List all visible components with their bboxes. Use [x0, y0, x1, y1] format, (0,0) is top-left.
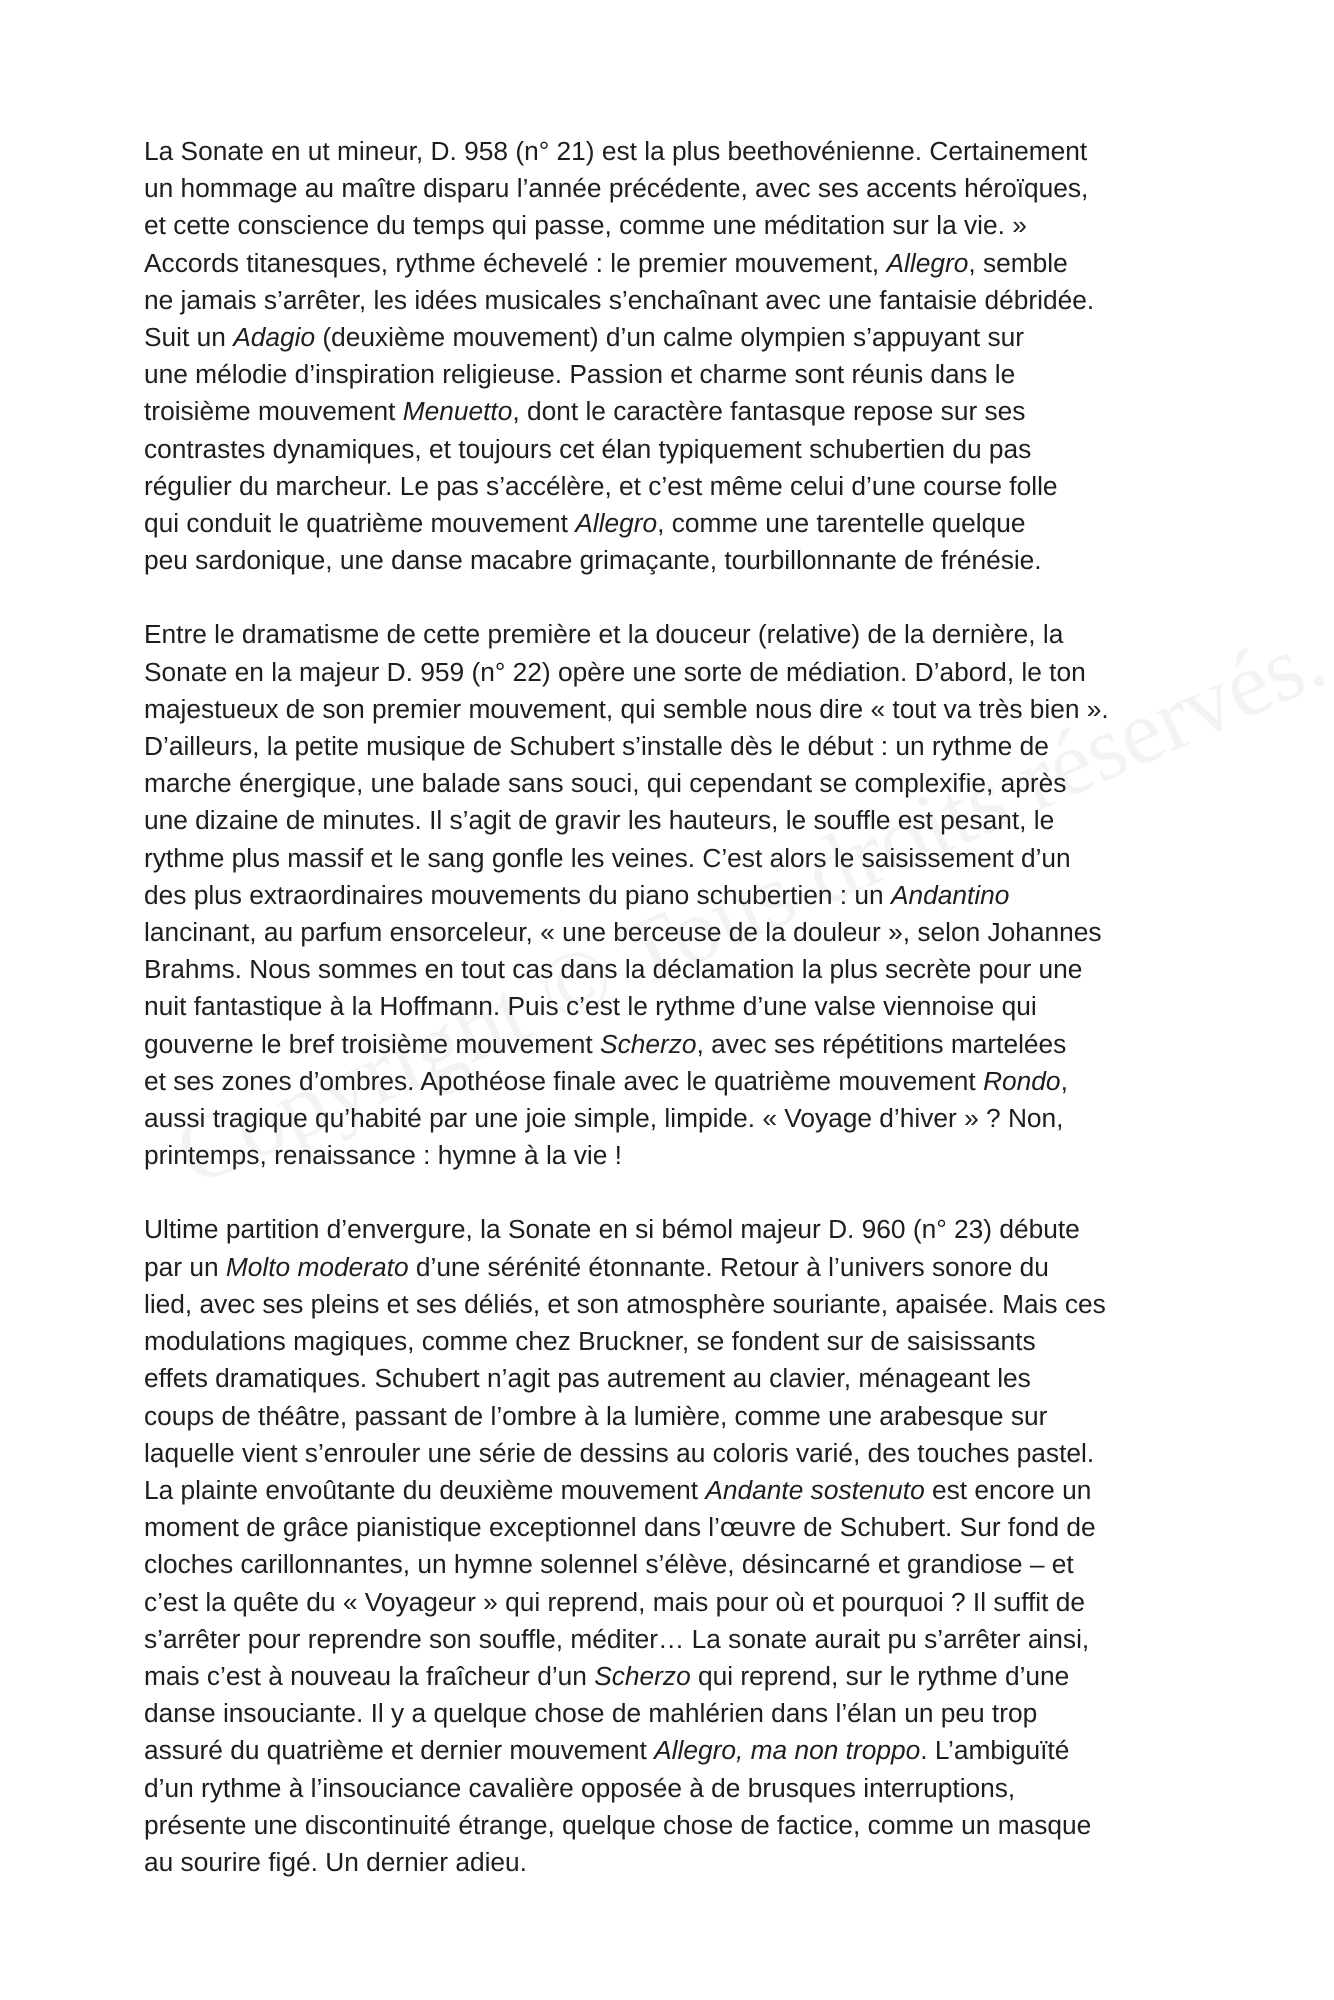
text-run: coups de théâtre, passant de l’ombre à la lumière, comme une arabesque sur [144, 1400, 1048, 1431]
text-run: La plainte envoûtante du deuxième mouvement [144, 1474, 706, 1505]
text-run: , semble [968, 247, 1068, 278]
text-line [144, 356, 1196, 393]
text-run: , [1060, 1065, 1068, 1096]
italic-title: Andante sostenuto [705, 1474, 925, 1505]
text-line [144, 654, 1196, 691]
text-run: Sonate en la majeur D. 959 (n° 22) opère une sorte de médiation. D’abord, le ton [144, 656, 1086, 687]
text-run: peu sardonique, une danse macabre grimaçante, tourbillonnante de frénésie. [144, 545, 1042, 576]
text-run: danse insouciante. Il y a quelque chose de mahlérien dans l’élan un peu trop [144, 1698, 1038, 1729]
text-run: nuit fantastique à la Hoffmann. Puis c’est le rythme d’une valse viennoise qui [144, 991, 1037, 1022]
text-line [144, 988, 1196, 1025]
text-run: troisième mouvement [144, 396, 403, 427]
text-run: Entre le dramatisme de cette première et la douceur (relative) de la dernière, la [144, 619, 1064, 650]
text-line [144, 951, 1196, 988]
text-line [144, 319, 1196, 356]
text-line [144, 1807, 1196, 1844]
text-line [144, 1658, 1196, 1695]
text-run: s’arrêter pour reprendre son souffle, méditer… La sonate aurait pu s’arrêter ainsi, [144, 1623, 1090, 1654]
text-line [144, 170, 1196, 207]
text-run: moment de grâce pianistique exceptionnel dans l’œuvre de Schubert. Sur fond de [144, 1512, 1096, 1543]
italic-title: Andantino [890, 879, 1010, 910]
italic-title: Scherzo [594, 1660, 691, 1691]
text-line [144, 431, 1196, 468]
text-line [144, 207, 1196, 244]
text-line [144, 1546, 1196, 1583]
text-run: d’une sérénité étonnante. Retour à l’univers sonore du [408, 1251, 1049, 1282]
paragraph [144, 616, 1196, 1174]
text-run: c’est la quête du « Voyageur » qui reprend, mais pour où et pourquoi ? Il suffit de [144, 1586, 1085, 1617]
text-line [144, 1732, 1196, 1769]
text-line [144, 1509, 1196, 1546]
text-run: La Sonate en ut mineur, D. 958 (n° 21) est la plus beethovénienne. Certainement [144, 136, 1088, 166]
italic-title: Scherzo [600, 1028, 697, 1059]
text-run: qui reprend, sur le rythme d’une [690, 1660, 1070, 1691]
body-text [144, 133, 1196, 1881]
text-run: aussi tragique qu’habité par une joie simple, limpide. « Voyage d’hiver » ? Non, [144, 1103, 1064, 1134]
text-run: Accords titanesques, rythme échevelé : le premier mouvement, [144, 247, 887, 278]
text-run: d’un rythme à l’insouciance cavalière opposée à de brusques interruptions, [144, 1772, 1016, 1803]
italic-title: Rondo [983, 1065, 1061, 1096]
text-run: et ses zones d’ombres. Apothéose finale avec le quatrième mouvement [144, 1065, 984, 1096]
text-line [144, 245, 1196, 282]
text-run: majestueux de son premier mouvement, qui semble nous dire « tout va très bien ». [144, 693, 1109, 724]
text-line [144, 1435, 1196, 1472]
text-run: effets dramatiques. Schubert n’agit pas autrement au clavier, ménageant les [144, 1363, 1031, 1394]
text-run: D’ailleurs, la petite musique de Schubert s’installe dès le début : un rythme de [144, 731, 1049, 762]
text-line [144, 1063, 1196, 1100]
text-line [144, 914, 1196, 951]
paragraph [144, 133, 1196, 579]
text-run: , comme une tarentelle quelque [657, 508, 1026, 539]
text-line [144, 1360, 1196, 1397]
text-run: une mélodie d’inspiration religieuse. Passion et charme sont réunis dans le [144, 359, 1016, 390]
text-line [144, 840, 1196, 877]
text-line [144, 542, 1196, 579]
text-run: qui conduit le quatrième mouvement [144, 508, 576, 539]
text-line [144, 133, 1196, 170]
text-run: ne jamais s’arrêter, les idées musicales s’enchaînant avec une fantaisie débridée. [144, 284, 1095, 315]
text-line [144, 1026, 1196, 1063]
text-run: présente une discontinuité étrange, quelque chose de factice, comme un masque [144, 1809, 1092, 1840]
italic-title: Allegro [575, 508, 658, 539]
text-line [144, 1211, 1196, 1248]
text-run: modulations magiques, comme chez Bruckner, se fondent sur de saisissants [144, 1326, 1036, 1357]
text-line [144, 765, 1196, 802]
text-line [144, 802, 1196, 839]
text-run: laquelle vient s’enrouler une série de dessins au coloris varié, des touches pastel. [144, 1437, 1095, 1468]
text-line [144, 1323, 1196, 1360]
text-run: (deuxième mouvement) d’un calme olympien s’appuyant sur [315, 322, 1024, 353]
text-line [144, 1137, 1196, 1174]
text-line [144, 1398, 1196, 1435]
text-run: contrastes dynamiques, et toujours cet élan typiquement schubertien du pas [144, 433, 1032, 464]
text-run: marche énergique, une balade sans souci, qui cependant se complexifie, après [144, 768, 1067, 799]
text-line [144, 468, 1196, 505]
text-run: assuré du quatrième et dernier mouvement [144, 1735, 655, 1766]
text-run: et cette conscience du temps qui passe, comme une méditation sur la vie. » [144, 210, 1027, 241]
text-line [144, 282, 1196, 319]
italic-title: Menuetto [402, 396, 513, 427]
text-run: lancinant, au parfum ensorceleur, « une berceuse de la douleur », selon Johannes [144, 917, 1102, 948]
text-run: Suit un [144, 322, 234, 353]
text-line [144, 1584, 1196, 1621]
text-line [144, 1249, 1196, 1286]
text-line [144, 691, 1196, 728]
text-line [144, 1770, 1196, 1807]
italic-title: Allegro [886, 247, 969, 278]
text-line [144, 1695, 1196, 1732]
text-run: des plus extraordinaires mouvements du piano schubertien : un [144, 879, 891, 910]
italic-title: Molto moderato [225, 1251, 409, 1282]
text-line [144, 877, 1196, 914]
text-run: Ultime partition d’envergure, la Sonate en si bémol majeur D. 960 (n° 23) débute [144, 1214, 1080, 1245]
text-line [144, 1286, 1196, 1323]
text-line [144, 728, 1196, 765]
text-run: printemps, renaissance : hymne à la vie ! [144, 1140, 622, 1171]
text-line [144, 1844, 1196, 1881]
text-run: . L’ambiguïté [920, 1735, 1070, 1766]
text-run: est encore un [924, 1474, 1092, 1505]
text-run: mais c’est à nouveau la fraîcheur d’un [144, 1660, 595, 1691]
text-line [144, 1100, 1196, 1137]
text-line [144, 616, 1196, 653]
text-run: Brahms. Nous sommes en tout cas dans la déclamation la plus secrète pour une [144, 954, 1083, 985]
text-line [144, 393, 1196, 430]
text-run: lied, avec ses pleins et ses déliés, et son atmosphère souriante, apaisée. Mais ces [144, 1288, 1106, 1319]
text-run: régulier du marcheur. Le pas s’accélère, et c’est même celui d’une course folle [144, 470, 1058, 501]
text-run: gouverne le bref troisième mouvement [144, 1028, 601, 1059]
text-run: , avec ses répétitions martelées [696, 1028, 1067, 1059]
text-line [144, 505, 1196, 542]
text-line [144, 1621, 1196, 1658]
italic-title: Adagio [233, 322, 316, 353]
text-run: au sourire figé. Un dernier adieu. [144, 1846, 527, 1877]
text-run: cloches carillonnantes, un hymne solennel s’élève, désincarné et grandiose – et [144, 1549, 1074, 1580]
paragraph [144, 1211, 1196, 1881]
text-run: rythme plus massif et le sang gonfle les veines. C’est alors le saisissement d’un [144, 842, 1071, 873]
text-run: une dizaine de minutes. Il s’agit de gravir les hauteurs, le souffle est pesant, le [144, 805, 1055, 836]
italic-title: Allegro, ma non troppo [654, 1735, 921, 1766]
text-line [144, 1472, 1196, 1509]
text-run: par un [144, 1251, 226, 1282]
text-run: , dont le caractère fantasque repose sur ses [512, 396, 1026, 427]
text-run: un hommage au maître disparu l’année précédente, avec ses accents héroïques, [144, 173, 1089, 204]
